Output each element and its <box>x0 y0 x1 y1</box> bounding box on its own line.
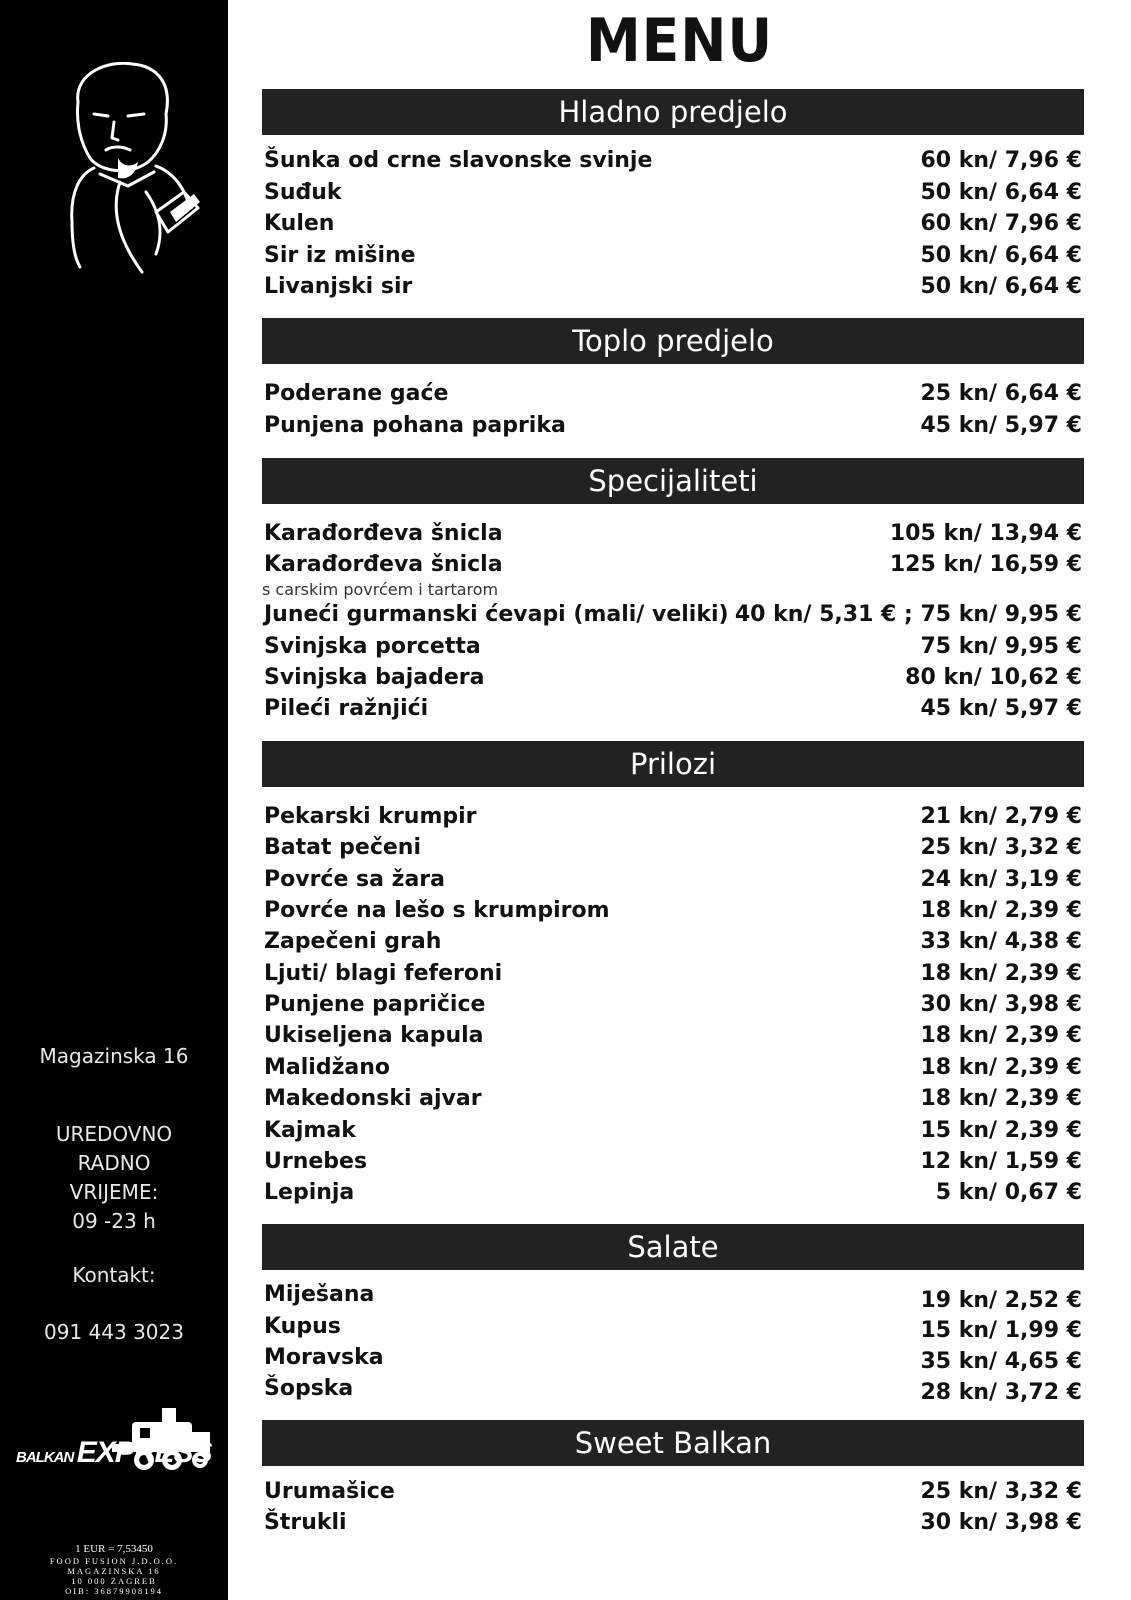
item-price: 60 kn/ 7,96 € <box>920 211 1082 236</box>
section-header-salate: Salate <box>262 1224 1084 1270</box>
menu-item <box>262 602 1084 632</box>
menu-item <box>262 1149 1084 1179</box>
item-name: Karađorđeva šnicla <box>264 521 503 546</box>
section-header-specijaliteti: Specijaliteti <box>262 458 1084 504</box>
item-price: 12 kn/ 1,59 € <box>920 1149 1082 1174</box>
item-name: Lepinja <box>264 1180 355 1205</box>
hours-label-line: RADNO <box>77 1151 151 1175</box>
item-price: 15 kn/ 2,39 € <box>920 1118 1082 1143</box>
menu-item <box>262 634 1084 664</box>
contact-label: Kontakt: <box>72 1263 156 1287</box>
item-price: 25 kn/ 3,32 € <box>920 835 1082 860</box>
item-name: Ljuti/ blagi feferoni <box>264 961 503 986</box>
menu-item <box>262 274 1084 304</box>
page-title: MENU <box>585 6 774 76</box>
item-price: 75 kn/ 9,95 € <box>920 634 1082 659</box>
menu-item <box>262 992 1084 1022</box>
item-name: Karađorđeva šnicla <box>264 552 503 577</box>
menu-item <box>262 148 1084 178</box>
menu-item <box>262 381 1084 411</box>
gentleman-portrait-icon <box>60 62 200 277</box>
menu-item <box>262 696 1084 726</box>
item-name: Moravska <box>264 1345 384 1370</box>
menu-item <box>262 1314 1084 1344</box>
item-name: Sir iz mišine <box>264 243 416 268</box>
menu-item <box>262 1282 1084 1312</box>
menu-item <box>262 1510 1084 1540</box>
phone-number: 091 443 3023 <box>44 1320 184 1344</box>
menu-item <box>262 1023 1084 1053</box>
item-price: 45 kn/ 5,97 € <box>920 413 1082 438</box>
hours-label <box>0 1120 228 1236</box>
item-price: 18 kn/ 2,39 € <box>920 898 1082 923</box>
item-name: Urumašice <box>264 1479 395 1504</box>
item-name: Kupus <box>264 1314 341 1339</box>
item-name: Svinjska bajadera <box>264 665 485 690</box>
item-price: 60 kn/ 7,96 € <box>920 148 1082 173</box>
menu-item <box>262 180 1084 210</box>
item-price: 19 kn/ 2,52 € <box>920 1288 1082 1313</box>
section-header-toplo-predjelo: Toplo predjelo <box>262 318 1084 364</box>
item-name: Ukiseljena kapula <box>264 1023 484 1048</box>
item-name: Makedonski ajvar <box>264 1086 482 1111</box>
item-name: Povrće sa žara <box>264 867 445 892</box>
menu-item <box>262 1055 1084 1085</box>
item-name: Livanjski sir <box>264 274 413 299</box>
section-header-sweet-balkan: Sweet Balkan <box>262 1420 1084 1466</box>
item-price: 105 kn/ 13,94 € <box>889 521 1082 546</box>
item-name: Šopska <box>264 1376 354 1401</box>
menu-item <box>262 835 1084 865</box>
item-name: Pileći ražnjići <box>264 696 429 721</box>
item-price: 25 kn/ 6,64 € <box>920 381 1082 406</box>
menu-item <box>262 1345 1084 1375</box>
balkan-express-logo <box>12 1404 217 1484</box>
item-name: Batat pečeni <box>264 835 421 860</box>
item-price: 28 kn/ 3,72 € <box>920 1380 1082 1405</box>
item-price: 24 kn/ 3,19 € <box>920 867 1082 892</box>
menu-item <box>262 1118 1084 1148</box>
menu-item <box>262 1479 1084 1509</box>
item-note: s carskim povrćem i tartarom <box>262 580 499 599</box>
sidebar <box>0 0 228 1600</box>
item-price: 5 kn/ 0,67 € <box>935 1180 1082 1205</box>
menu-item <box>262 665 1084 695</box>
hours-label-line: VRIJEME: <box>69 1180 159 1204</box>
menu-item <box>262 961 1084 991</box>
item-name: Punjena pohana paprika <box>264 413 566 438</box>
section-header-hladno-predjelo: Hladno predjelo <box>262 89 1084 135</box>
item-price: 50 kn/ 6,64 € <box>920 243 1082 268</box>
item-name: Juneći gurmanski ćevapi (mali/ veliki) <box>264 602 729 627</box>
company-info <box>0 1542 228 1596</box>
item-price: 80 kn/ 10,62 € <box>905 665 1082 690</box>
item-price: 15 kn/ 1,99 € <box>920 1318 1082 1343</box>
menu-item <box>262 211 1084 241</box>
section-header-prilozi: Prilozi <box>262 741 1084 787</box>
logo-text <box>16 1436 212 1470</box>
item-name: Štrukli <box>264 1510 347 1535</box>
item-name: Svinjska porcetta <box>264 634 481 659</box>
exchange-rate: 1 EUR = 7,53450 <box>75 1543 153 1555</box>
company-name: FOOD FUSION J.D.O.O. <box>49 1556 179 1566</box>
item-price: 35 kn/ 4,65 € <box>920 1349 1082 1374</box>
item-price: 33 kn/ 4,38 € <box>920 929 1082 954</box>
item-price: 30 kn/ 3,98 € <box>920 992 1082 1017</box>
opening-hours: 09 -23 h <box>72 1209 156 1233</box>
menu-item <box>262 552 1084 582</box>
menu-item <box>262 804 1084 834</box>
item-name: Miješana <box>264 1282 375 1307</box>
item-price: 18 kn/ 2,39 € <box>920 961 1082 986</box>
item-name: Pekarski krumpir <box>264 804 477 829</box>
item-price: 30 kn/ 3,98 € <box>920 1510 1082 1535</box>
item-price: 18 kn/ 2,39 € <box>920 1086 1082 1111</box>
item-price: 50 kn/ 6,64 € <box>920 274 1082 299</box>
menu-item <box>262 243 1084 273</box>
item-name: Malidžano <box>264 1055 390 1080</box>
item-name: Povrće na lešo s krumpirom <box>264 898 610 923</box>
menu-item <box>262 521 1084 551</box>
item-price: 21 kn/ 2,79 € <box>920 804 1082 829</box>
item-price: 45 kn/ 5,97 € <box>920 696 1082 721</box>
item-name: Punjene papričice <box>264 992 486 1017</box>
item-name: Poderane gaće <box>264 381 449 406</box>
item-name: Zapečeni grah <box>264 929 442 954</box>
menu-item <box>262 413 1084 443</box>
item-name: Kajmak <box>264 1118 356 1143</box>
menu-item <box>262 1086 1084 1116</box>
item-name: Suđuk <box>264 180 342 205</box>
item-price: 50 kn/ 6,64 € <box>920 180 1082 205</box>
menu-item <box>262 867 1084 897</box>
menu-item <box>262 929 1084 959</box>
menu-item <box>262 898 1084 928</box>
item-price: 125 kn/ 16,59 € <box>889 552 1082 577</box>
item-price: 18 kn/ 2,39 € <box>920 1055 1082 1080</box>
logo-text-balkan: BALKAN <box>16 1449 74 1466</box>
item-price: 18 kn/ 2,39 € <box>920 1023 1082 1048</box>
company-oib: OIB: 36879908194 <box>65 1586 163 1596</box>
item-price: 40 kn/ 5,31 € ; 75 kn/ 9,95 € <box>734 602 1082 627</box>
hours-label-line: UREDOVNO <box>55 1122 173 1146</box>
item-name: Šunka od crne slavonske svinje <box>264 148 653 173</box>
company-street: MAGAZINSKA 16 <box>67 1566 161 1576</box>
item-price: 25 kn/ 3,32 € <box>920 1479 1082 1504</box>
menu-item <box>262 1376 1084 1406</box>
logo-text-express: EXPRESS <box>76 1436 212 1469</box>
item-name: Kulen <box>264 211 335 236</box>
company-city: 10 000 ZAGREB <box>71 1576 157 1586</box>
address: Magazinska 16 <box>39 1044 189 1068</box>
item-name: Urnebes <box>264 1149 368 1174</box>
menu-item <box>262 1180 1084 1210</box>
